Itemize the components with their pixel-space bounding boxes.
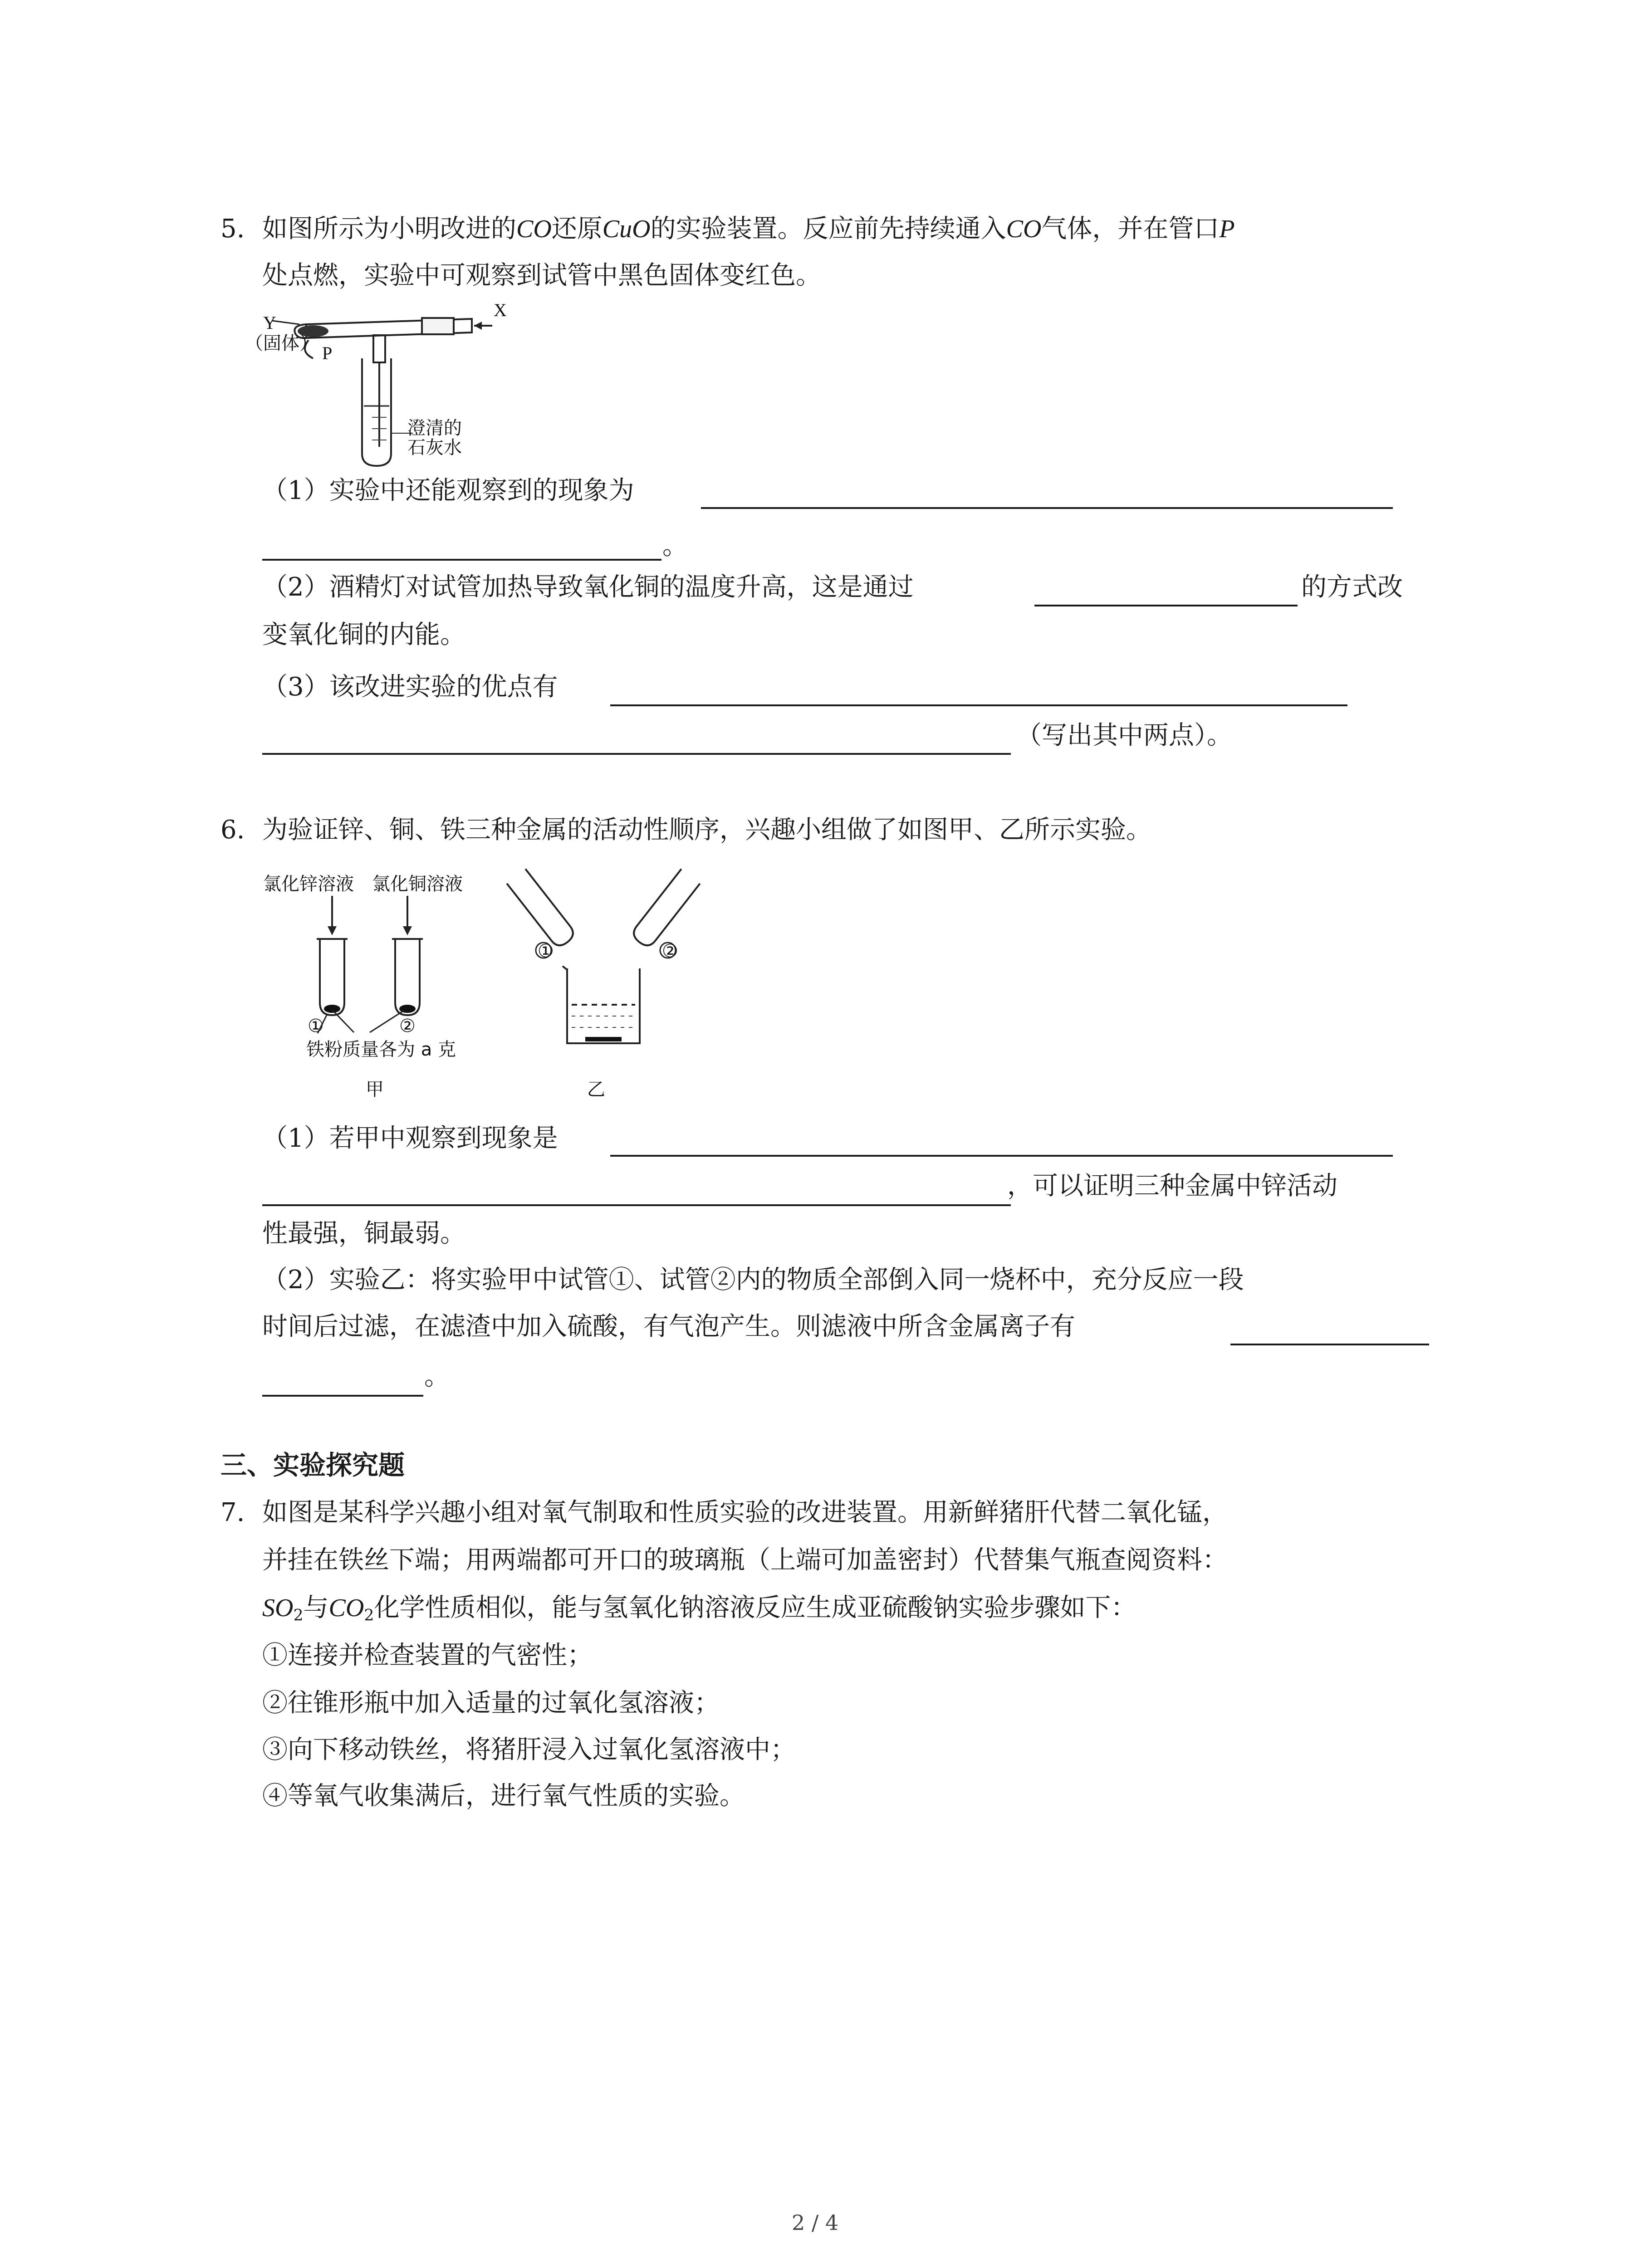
q6-answer-blank-2a[interactable] (1230, 1344, 1429, 1345)
q5-fig-label-x: X (494, 300, 507, 320)
q5-answer-blank-2[interactable] (1034, 605, 1298, 606)
q7-step-3: ③向下移动铁丝，将猪肝浸入过氧化氢溶液中； (262, 1735, 796, 1765)
q5-fig-label-y: Y (263, 313, 276, 333)
q5-answer-blank-1b[interactable] (262, 559, 661, 561)
q5-label-p: P (1219, 215, 1235, 243)
q6-subq1-line3: 性最强，铜最弱。 (262, 1219, 465, 1248)
q5-stem-line2: 处点燃，实验中可观察到试管中黑色固体变红色。 (262, 261, 821, 290)
q6-subq2-line1: （2）实验乙：将实验甲中试管①、试管②内的物质全部倒入同一烧杯中，充分反应一段 (262, 1265, 1244, 1295)
q7-step-2: ②往锥形瓶中加入适量的过氧化氢溶液； (262, 1688, 720, 1718)
q7-text-yu: 与 (303, 1593, 329, 1623)
q5-formula-cuo: CuO (602, 215, 651, 243)
q5-subq2: （2）酒精灯对试管加热导致氧化铜的温度升高，这是通过 (262, 572, 914, 602)
q5-text-c: 的实验装置。反应前先持续通入 (650, 214, 1006, 244)
q7-step-1: ①连接并检查装置的气密性； (262, 1641, 593, 1670)
q5-apparatus-figure (245, 297, 508, 469)
q6-answer-blank-1a[interactable] (610, 1155, 1393, 1157)
q6-figure-yi (499, 853, 735, 1061)
q5-formula-co: CO (516, 215, 552, 243)
q6-fig-yi-label-1: ① (538, 941, 554, 962)
q6-subq1: （1）若甲中观察到现象是 (262, 1124, 558, 1153)
q6-answer-blank-2b[interactable] (262, 1395, 423, 1397)
q6-fig-yi-label-2: ② (662, 941, 678, 962)
q7-step-4: ④等氧气收集满后，进行氧气性质的实验。 (262, 1781, 745, 1811)
q6-stem-line1: 为验证锌、铜、铁三种金属的活动性顺序，兴趣小组做了如图甲、乙所示实验。 (262, 815, 1151, 845)
q7-formula-so-sub: 2 (293, 1606, 304, 1625)
q7-stem-line2: 并挂在铁丝下端；用两端都可开口的玻璃瓶（上端可加盖密封）代替集气瓶查阅资料： (262, 1545, 1228, 1575)
q5-subq3: （3）该改进实验的优点有 (262, 672, 558, 702)
q7-stem-line1: 如图是某科学兴趣小组对氧气制取和性质实验的改进装置。用新鲜猪肝代替二氧化锰， (262, 1498, 1228, 1527)
q7-formula-so: SO (262, 1594, 294, 1622)
q6-fig-label-yi: 乙 (587, 1079, 605, 1100)
q5-subq2-after: 的方式改 (1301, 572, 1403, 602)
q7-text-rest: 化学性质相似，能与氢氧化钠溶液反应生成亚硫酸钠实验步骤如下： (374, 1593, 1136, 1623)
q5-subq1-end: 。 (662, 531, 688, 561)
q6-fig-label-iron: 铁粉质量各为 a 克 (306, 1039, 456, 1060)
q5-answer-blank-3b[interactable] (262, 753, 1011, 755)
q5-fig-label-water-1: 澄清的 (407, 418, 462, 439)
q6-fig-label-cucl: 氯化铜溶液 (372, 874, 463, 894)
q6-subq1-after: ，可以证明三种金属中锌活动 (1007, 1171, 1337, 1201)
q6-fig-label-tube1: ① (308, 1016, 324, 1036)
q5-formula-co-2: CO (1006, 215, 1042, 243)
q7-stem-line3 (262, 1590, 1136, 1634)
section-heading: 三、实验探究题 (220, 1450, 405, 1481)
q5-fig-label-solid: （固体） (245, 333, 318, 354)
q6-fig-label-zncl: 氯化锌溶液 (263, 874, 354, 894)
q6-number: 6. (220, 815, 245, 845)
q5-subq1: （1）实验中还能观察到的现象为 (262, 476, 634, 505)
q6-fig-label-jia: 甲 (366, 1079, 384, 1100)
q6-fig-label-tube2: ② (399, 1016, 416, 1036)
page-number: 2 / 4 (792, 2210, 839, 2235)
q5-fig-label-p: P (322, 343, 333, 363)
q5-stem-line1 (262, 211, 1235, 247)
q7-number: 7. (220, 1498, 245, 1527)
q5-answer-blank-1a[interactable] (701, 507, 1393, 509)
q5-text-b: 还原 (551, 214, 603, 244)
q5-fig-label-water-2: 石灰水 (407, 437, 462, 458)
q6-subq2-line2: 时间后过滤，在滤渣中加入硫酸，有气泡产生。则滤液中所含金属离子有 (262, 1312, 1075, 1341)
q6-figure-jia (254, 871, 490, 1061)
q7-formula-co: CO (328, 1594, 364, 1622)
q5-answer-blank-3a[interactable] (610, 704, 1347, 706)
q5-subq3-end: （写出其中两点）。 (1016, 721, 1232, 750)
q5-number: 5. (220, 214, 245, 244)
q5-text-d: 气体，并在管口 (1041, 214, 1220, 244)
q5-subq2-line2: 变氧化铜的内能。 (262, 620, 465, 650)
q5-text-a: 如图所示为小明改进的 (262, 214, 516, 244)
q6-subq2-end: 。 (424, 1362, 450, 1391)
q7-formula-co-sub: 2 (364, 1606, 374, 1625)
q6-answer-blank-1b[interactable] (262, 1204, 1011, 1206)
